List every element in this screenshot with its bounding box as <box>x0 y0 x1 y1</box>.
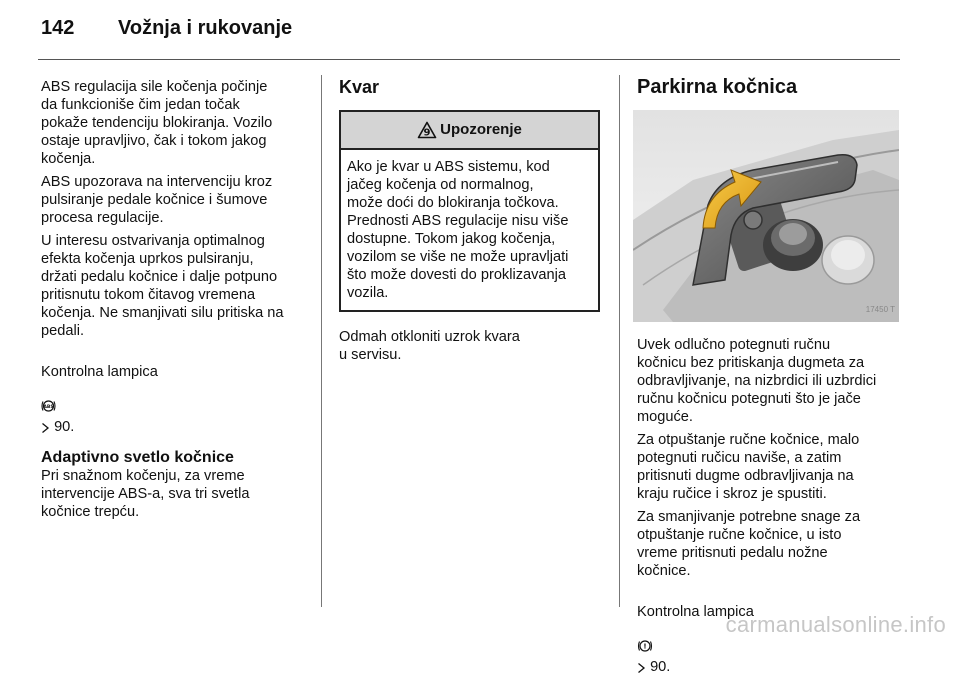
column-1 <box>41 78 313 526</box>
page-reference-icon <box>41 421 50 439</box>
svg-text:!: ! <box>643 642 647 651</box>
control-lamp-text: Kontrolna lampica <box>637 604 754 620</box>
paragraph: Za otpuštanje ručne kočnice, malo potegnuti ručicu naviše, a zatim pritisnuti dugme odbravljivanja na kraju ručice i skroz je spustiti. <box>637 432 860 502</box>
brake-warning-lamp-icon <box>637 621 653 658</box>
abs-warning-lamp-icon <box>41 381 56 418</box>
paragraph: ABS upozorava na intervenciju kroz pulsiranje pedale kočnice i šumove procesa regulacije. <box>41 174 273 226</box>
fault-heading: Kvar <box>339 77 380 97</box>
column-divider <box>321 75 322 607</box>
column-divider <box>619 75 620 607</box>
warning-box <box>339 110 600 312</box>
page-reference-icon <box>637 661 646 679</box>
control-lamp-text: Kontrolna lampica <box>41 364 158 380</box>
header-rule <box>38 59 900 60</box>
figure-id: 17450 T <box>865 305 895 314</box>
page-reference[interactable]: 90. <box>650 659 671 675</box>
svg-text:ABS: ABS <box>43 405 54 410</box>
column-3 <box>637 76 907 684</box>
warning-title: Upozorenje <box>440 121 522 138</box>
paragraph: ABS regulacija sile kočenja počinje da funkcioniše čim jedan točak pokaže tendenciju blokiranja. Vozilo ostaje upravljivo, čak i tokom jakog kočenja. <box>41 79 273 167</box>
paragraph: Pri snažnom kočenju, za vreme intervencije ABS-a, sva tri svetla kočnice trepću. <box>41 468 250 520</box>
page-number: 142 <box>41 17 75 39</box>
paragraph: U interesu ostvarivanja optimalnog efekta kočenja uprkos pulsiranju, držati pedalu kočnice i dalje potpuno pritisnutu tokom čitavog vremena kočenja. Ne smanjivati silu pritiska na pedali. <box>41 233 284 339</box>
svg-text:9: 9 <box>423 127 431 139</box>
watermark: carmanualsonline.info <box>725 612 946 637</box>
paragraph: Za smanjivanje potrebne snage za otpuštanje ručne kočnice, u isto vreme pritisnuti pedalu nožne kočnice. <box>637 509 861 579</box>
page-reference[interactable]: 90. <box>54 419 75 435</box>
parking-brake-illustration <box>633 110 899 322</box>
column-2 <box>339 76 604 369</box>
control-lamp-line <box>41 345 313 439</box>
paragraph: Odmah otkloniti uzrok kvara u servisu. <box>339 329 520 363</box>
warning-triangle-icon <box>417 121 437 139</box>
warning-header <box>341 112 598 150</box>
warning-body: Ako je kvar u ABS sistemu, kod jačeg kočenja od normalnog, može doći do blokiranja točkova. Prednosti ABS regulacije nisu više dostupne. Tokom jakog kočenja, vozilom se više ne može upravljati što može dovesti do proklizavanja vozila. <box>347 159 569 301</box>
parking-brake-heading: Parkirna kočnica <box>637 76 798 98</box>
paragraph: Uvek odlučno potegnuti ručnu kočnicu bez pritiskanja dugmeta za odbravljivanje, na nizbrdici ili uzbrdici ručnu kočnicu potegnuti što je jače moguće. <box>637 337 877 425</box>
adaptive-brake-light-heading: Adaptivno svetlo kočnice <box>41 449 234 466</box>
chapter-title: Vožnja i rukovanje <box>118 17 293 39</box>
